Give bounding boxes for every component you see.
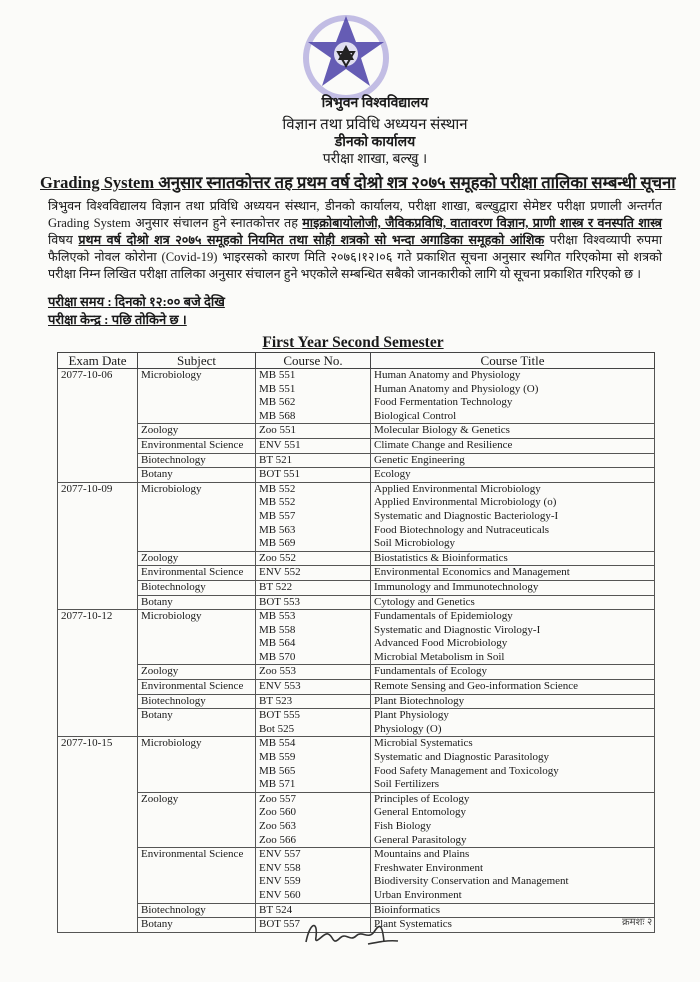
course-no: MB 571 (259, 778, 296, 791)
course-no: MB 551 (259, 382, 296, 395)
subject: Environmental Science (138, 680, 256, 695)
course-no: Zoo 566 (259, 833, 296, 846)
paragraph-text: त्रिभुवन विश्वविद्यालय विज्ञान तथा प्रविधि अध्ययन संस्थान, डीनको कार्यालय, परीक्षा शाखा, बल्खुद्वारा सेमेष्टर परीक्षा प्रणाली अन्तर्गत Grading System अनुसार संचालन हुने स्नातकोत्तर तह (48, 199, 662, 230)
course-no: BT 522 (259, 580, 293, 593)
course-no-cell (256, 453, 371, 468)
course-no: ENV 551 (259, 438, 301, 451)
course-no-cell (256, 737, 371, 792)
table-row (58, 453, 655, 468)
subject: Microbiology (138, 610, 256, 665)
course-title: Food Fermentation Technology (374, 396, 513, 409)
course-title: Systematic and Diagnostic Virology-I (374, 623, 541, 636)
subject: Environmental Science (138, 566, 256, 581)
course-title: Plant Biotechnology (374, 694, 465, 707)
course-no: ENV 553 (259, 680, 301, 693)
table-row (58, 424, 655, 439)
exam-date: 2077-10-09 (58, 482, 138, 609)
subject: Environmental Science (138, 848, 256, 903)
table-row (58, 792, 655, 847)
subject: Botany (138, 468, 256, 483)
course-no: MB 562 (259, 396, 296, 409)
course-title: General Entomology (374, 806, 466, 819)
course-no: ENV 560 (259, 888, 301, 901)
course-title-cell (371, 709, 655, 737)
course-no: ENV 559 (259, 875, 301, 888)
course-title-cell (371, 680, 655, 695)
column-header: Exam Date (58, 353, 138, 369)
course-title: Microbial Systematics (374, 737, 473, 750)
exam-time: परीक्षा समय : दिनको १२:०० बजे देखि (48, 294, 225, 309)
course-title: General Parasitology (374, 833, 467, 846)
course-no: ENV 552 (259, 566, 301, 579)
institute-name: विज्ञान तथा प्रविधि अध्ययन संस्थान (282, 117, 468, 133)
course-no: MB 564 (259, 637, 296, 650)
exam-date: 2077-10-06 (58, 369, 138, 483)
course-title-cell (371, 694, 655, 709)
course-no: MB 559 (259, 751, 296, 764)
course-title-cell (371, 610, 655, 665)
course-title: Climate Change and Resilience (374, 438, 513, 451)
course-title-cell (371, 848, 655, 903)
course-no: ENV 558 (259, 861, 301, 874)
course-title-cell (371, 566, 655, 581)
course-title-cell (371, 792, 655, 847)
course-title: Environmental Economics and Management (374, 566, 570, 579)
course-title-cell (371, 424, 655, 439)
course-title: Physiology (O) (374, 722, 442, 735)
course-title-cell (371, 737, 655, 792)
subject: Botany (138, 595, 256, 610)
course-no-cell (256, 792, 371, 847)
subject: Zoology (138, 424, 256, 439)
course-no-cell (256, 580, 371, 595)
column-header: Course No. (256, 353, 371, 369)
course-title-cell (371, 468, 655, 483)
branch-name: परीक्षा शाखा, बल्खु । (322, 152, 428, 167)
notice-title: Grading System अनुसार स्नातकोत्तर तह प्रथम वर्ष दोश्रो शत्र २०७५ समूहको परीक्षा तालिका सम्बन्धी सूचना (40, 173, 676, 192)
table-row (58, 694, 655, 709)
course-no: BOT 551 (259, 468, 301, 481)
course-title: Molecular Biology & Genetics (374, 424, 510, 437)
course-no: MB 563 (259, 523, 296, 536)
table-row (58, 468, 655, 483)
exam-date: 2077-10-15 (58, 737, 138, 932)
course-no-cell (256, 566, 371, 581)
course-no: Bot 525 (259, 722, 295, 735)
course-no-cell (256, 665, 371, 680)
course-title: Plant Physiology (374, 709, 449, 722)
course-no: BT 521 (259, 453, 293, 466)
course-title: Systematic and Diagnostic Parasitology (374, 751, 550, 764)
course-title-cell (371, 903, 655, 918)
course-no-cell (256, 694, 371, 709)
course-title: Mountains and Plains (374, 848, 470, 861)
table-row (58, 848, 655, 903)
table-row (58, 438, 655, 453)
course-no-cell (256, 551, 371, 566)
table-row (58, 482, 655, 551)
continued-page-marker: क्रमशः २ (622, 917, 653, 928)
table-header-row (58, 353, 655, 369)
column-header: Subject (138, 353, 256, 369)
course-title: Genetic Engineering (374, 453, 465, 466)
course-title: Systematic and Diagnostic Bacteriology-I (374, 509, 559, 522)
course-title: Immunology and Immunotechnology (374, 580, 539, 593)
paragraph-text: विषय (48, 233, 79, 247)
paragraph-subjects: माइक्रोबायोलोजी, जैविकप्रविधि, वातावरण विज्ञान, प्राणी शास्त्र र वनस्पति शास्त्र (302, 216, 662, 230)
course-title: Freshwater Environment (374, 861, 484, 874)
subject: Biotechnology (138, 694, 256, 709)
course-title: Cytology and Genetics (374, 595, 475, 608)
table-row (58, 680, 655, 695)
exam-date: 2077-10-12 (58, 610, 138, 737)
course-no: Zoo 553 (259, 665, 296, 678)
course-title: Food Safety Management and Toxicology (374, 764, 559, 777)
course-title: Fundamentals of Epidemiology (374, 610, 513, 623)
course-no: BOT 555 (259, 709, 301, 722)
course-no: MB 568 (259, 409, 296, 422)
course-title: Urban Environment (374, 888, 462, 901)
table-row (58, 709, 655, 737)
course-no: BOT 553 (259, 595, 301, 608)
course-title: Human Anatomy and Physiology (374, 369, 521, 381)
paragraph-batch: प्रथम वर्ष दोश्रो शत्र २०७५ समूहको नियमित तथा सोही शत्रको सो भन्दा अगाडिका समूहको आंशिक (78, 233, 545, 247)
course-no-cell (256, 610, 371, 665)
course-no: MB 565 (259, 764, 296, 777)
course-title-cell (371, 482, 655, 551)
course-no-cell (256, 369, 371, 424)
course-title: Applied Environmental Microbiology (374, 482, 541, 495)
office-name: डीनको कार्यालय (334, 135, 416, 150)
course-title: Human Anatomy and Physiology (O) (374, 382, 539, 395)
course-no-cell (256, 848, 371, 903)
course-no: Zoo 557 (259, 792, 296, 805)
table-title: First Year Second Semester (262, 334, 444, 351)
subject: Environmental Science (138, 438, 256, 453)
course-no: Zoo 551 (259, 424, 296, 437)
course-no: MB 569 (259, 537, 296, 550)
course-no: MB 552 (259, 482, 296, 495)
course-title: Biostatistics & Bioinformatics (374, 551, 508, 564)
course-no: Zoo 552 (259, 551, 296, 564)
table-row (58, 566, 655, 581)
subject: Biotechnology (138, 580, 256, 595)
course-title: Microbial Metabolism in Soil (374, 650, 505, 663)
course-no: BOT 557 (259, 918, 301, 931)
university-emblem-logo (298, 12, 394, 102)
course-no: BT 523 (259, 694, 293, 707)
university-name: त्रिभुवन विश्वविद्यालय (321, 96, 429, 111)
course-title: Biodiversity Conservation and Management (374, 875, 569, 888)
subject: Biotechnology (138, 903, 256, 918)
course-title: Soil Microbiology (374, 537, 455, 550)
column-header: Course Title (371, 353, 655, 369)
table-row (58, 551, 655, 566)
subject: Microbiology (138, 369, 256, 424)
course-no: Zoo 560 (259, 806, 296, 819)
course-title: Food Biotechnology and Nutraceuticals (374, 523, 550, 536)
course-title: Fish Biology (374, 820, 432, 832)
course-no: MB 551 (259, 369, 296, 381)
course-title-cell (371, 665, 655, 680)
course-title: Fundamentals of Ecology (374, 665, 488, 678)
table-row (58, 580, 655, 595)
course-title: Principles of Ecology (374, 792, 470, 805)
subject: Zoology (138, 551, 256, 566)
notice-paragraph (48, 198, 662, 283)
course-no-cell (256, 468, 371, 483)
subject: Microbiology (138, 737, 256, 792)
subject: Botany (138, 918, 256, 933)
subject: Microbiology (138, 482, 256, 551)
subject: Botany (138, 709, 256, 737)
course-title-cell (371, 453, 655, 468)
course-no: BT 524 (259, 903, 293, 916)
course-title-cell (371, 369, 655, 424)
table-row (58, 595, 655, 610)
course-title: Remote Sensing and Geo-information Science (374, 680, 579, 693)
signature (298, 912, 408, 957)
course-no: MB 552 (259, 496, 296, 509)
course-title-cell (371, 438, 655, 453)
subject: Zoology (138, 665, 256, 680)
course-title-cell (371, 580, 655, 595)
table-row (58, 665, 655, 680)
table-row (58, 737, 655, 792)
course-no-cell (256, 438, 371, 453)
course-no: ENV 557 (259, 848, 301, 861)
course-title-cell (371, 551, 655, 566)
table-row (58, 369, 655, 424)
course-no: MB 570 (259, 650, 296, 663)
subject: Zoology (138, 792, 256, 847)
course-no: MB 553 (259, 610, 296, 623)
course-no: Zoo 563 (259, 820, 296, 832)
course-no-cell (256, 424, 371, 439)
subject: Biotechnology (138, 453, 256, 468)
course-title: Plant Systematics (374, 918, 452, 931)
course-no-cell (256, 595, 371, 610)
course-no: MB 554 (259, 737, 296, 750)
exam-schedule-table (57, 352, 655, 933)
course-no-cell (256, 482, 371, 551)
course-title: Bioinformatics (374, 903, 440, 916)
paragraph-text: परीक्षा विश्वव्यापी रुपमा फैलिएको नोवल कोरोना (Covid-19) भाइरसको कारण मिति २०७६।१२।०६ गते प्रकाशित सूचना अनुसार स्थगित गरिएकोमा सो शत्रको परीक्षा निम्न लिखित परीक्षा तालिका अनुसार संचालन हुने भएकोले सम्बन्धित सबैको जानकारीको लागि यो सूचना प्रकाशित गरिएको छ । (48, 233, 662, 281)
course-no: MB 558 (259, 623, 296, 636)
course-no-cell (256, 680, 371, 695)
course-title: Advanced Food Microbiology (374, 637, 508, 650)
course-title: Biological Control (374, 409, 457, 422)
course-title: Applied Environmental Microbiology (o) (374, 496, 557, 509)
course-title-cell (371, 918, 655, 933)
course-no-cell (256, 709, 371, 737)
course-no: MB 557 (259, 509, 296, 522)
table-row (58, 610, 655, 665)
exam-center: परीक्षा केन्द्र : पछि तोकिने छ । (48, 312, 187, 327)
course-title: Ecology (374, 468, 411, 481)
course-title: Soil Fertilizers (374, 778, 440, 791)
course-title-cell (371, 595, 655, 610)
